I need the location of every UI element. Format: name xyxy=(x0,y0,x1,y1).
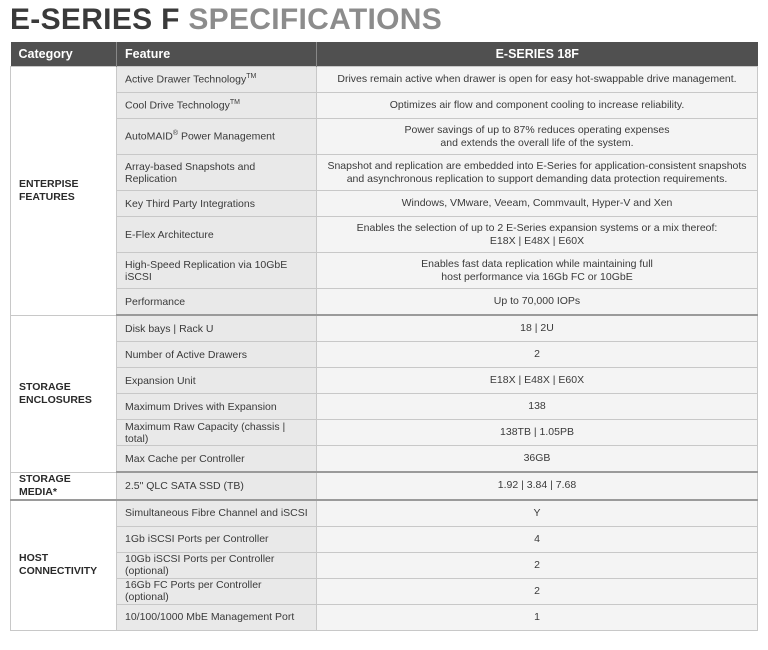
feature-cell: Simultaneous Fibre Channel and iSCSI xyxy=(117,500,317,527)
feature-cell: 10/100/1000 MbE Management Port xyxy=(117,604,317,630)
table-row xyxy=(11,191,758,217)
feature-cell: High-Speed Replication via 10GbE iSCSI xyxy=(117,253,317,289)
header-feature: Feature xyxy=(117,42,317,67)
spec-cell: Windows, VMware, Veeam, Commvault, Hyper-V and Xen xyxy=(317,191,758,217)
category-label: ENTERPISE xyxy=(19,177,79,190)
page-title xyxy=(10,2,442,38)
table-row xyxy=(11,119,758,155)
feature-cell: AutoMAID® Power Management xyxy=(117,119,317,155)
spec-cell: 2 xyxy=(317,578,758,604)
feature-cell: 1Gb iSCSI Ports per Controller xyxy=(117,526,317,552)
table-row xyxy=(11,315,758,342)
category-label: ENCLOSURES xyxy=(19,393,92,406)
category-cell xyxy=(11,67,117,316)
spec-cell: 138TB | 1.05PB xyxy=(317,420,758,446)
title-part2: SPECIFICATIONS xyxy=(188,3,443,36)
table-row xyxy=(11,500,758,527)
spec-cell: 18 | 2U xyxy=(317,315,758,342)
feature-cell: Number of Active Drawers xyxy=(117,342,317,368)
spec-cell: Enables fast data replication while maintaining full host performance via 16Gb FC or 10GbE xyxy=(317,253,758,289)
spec-cell: 1 xyxy=(317,604,758,630)
feature-cell: 16Gb FC Ports per Controller (optional) xyxy=(117,578,317,604)
spec-cell: 36GB xyxy=(317,446,758,473)
feature-cell: Cool Drive Technology™ xyxy=(117,93,317,119)
table-row xyxy=(11,217,758,253)
table-row xyxy=(11,368,758,394)
spec-cell: Y xyxy=(317,500,758,527)
feature-cell: Maximum Drives with Expansion xyxy=(117,394,317,420)
title-part1: E-SERIES F xyxy=(10,3,180,36)
table-row xyxy=(11,253,758,289)
spec-cell: Power savings of up to 87% reduces operating expenses and extends the overall life of the system. xyxy=(317,119,758,155)
table-row xyxy=(11,394,758,420)
feature-cell: Active Drawer Technology™ xyxy=(117,67,317,93)
header-spec: E-SERIES 18F xyxy=(317,42,758,67)
feature-cell: 2.5" QLC SATA SSD (TB) xyxy=(117,472,317,500)
category-label: STORAGE MEDIA* xyxy=(19,472,71,498)
table-header-row xyxy=(11,42,758,67)
table-row xyxy=(11,420,758,446)
category-cell xyxy=(11,315,117,472)
spec-cell: Snapshot and replication are embedded into E-Series for application-consistent snapshots and asynchronous replication to support demanding data protection requirements. xyxy=(317,155,758,191)
table-row xyxy=(11,289,758,316)
category-label: CONNECTIVITY xyxy=(19,565,98,577)
feature-cell: 10Gb iSCSI Ports per Controller (optional) xyxy=(117,552,317,578)
table-row xyxy=(11,526,758,552)
spec-cell: 1.92 | 3.84 | 7.68 xyxy=(317,472,758,500)
category-cell xyxy=(11,472,117,500)
spec-cell: 138 xyxy=(317,394,758,420)
feature-cell: Maximum Raw Capacity (chassis | total) xyxy=(117,420,317,446)
spec-cell: E18X | E48X | E60X xyxy=(317,368,758,394)
spec-cell: 4 xyxy=(317,526,758,552)
specifications-table xyxy=(10,42,758,631)
feature-cell: Max Cache per Controller xyxy=(117,446,317,473)
header-category: Category xyxy=(11,42,117,67)
table-row xyxy=(11,67,758,93)
spec-cell: 2 xyxy=(317,552,758,578)
table-row xyxy=(11,578,758,604)
feature-cell: Expansion Unit xyxy=(117,368,317,394)
table-row xyxy=(11,342,758,368)
feature-cell: Performance xyxy=(117,289,317,316)
table-row xyxy=(11,155,758,191)
spec-cell: Enables the selection of up to 2 E-Series expansion systems or a mix thereof: E18X | E48X | E60X xyxy=(317,217,758,253)
spec-cell: Optimizes air flow and component cooling to increase reliability. xyxy=(317,93,758,119)
table-row xyxy=(11,446,758,473)
category-label: HOST xyxy=(19,552,49,564)
category-label: STORAGE xyxy=(19,380,71,393)
table-row xyxy=(11,604,758,630)
feature-cell: Array-based Snapshots and Replication xyxy=(117,155,317,191)
feature-cell: E-Flex Architecture xyxy=(117,217,317,253)
category-label: FEATURES xyxy=(19,190,75,203)
table-row xyxy=(11,472,758,500)
table-row xyxy=(11,552,758,578)
feature-cell: Disk bays | Rack U xyxy=(117,315,317,342)
spec-cell: Up to 70,000 IOPs xyxy=(317,289,758,316)
feature-cell: Key Third Party Integrations xyxy=(117,191,317,217)
spec-cell: 2 xyxy=(317,342,758,368)
spec-cell: Drives remain active when drawer is open for easy hot-swappable drive management. xyxy=(317,67,758,93)
category-cell xyxy=(11,500,117,631)
table-row xyxy=(11,93,758,119)
